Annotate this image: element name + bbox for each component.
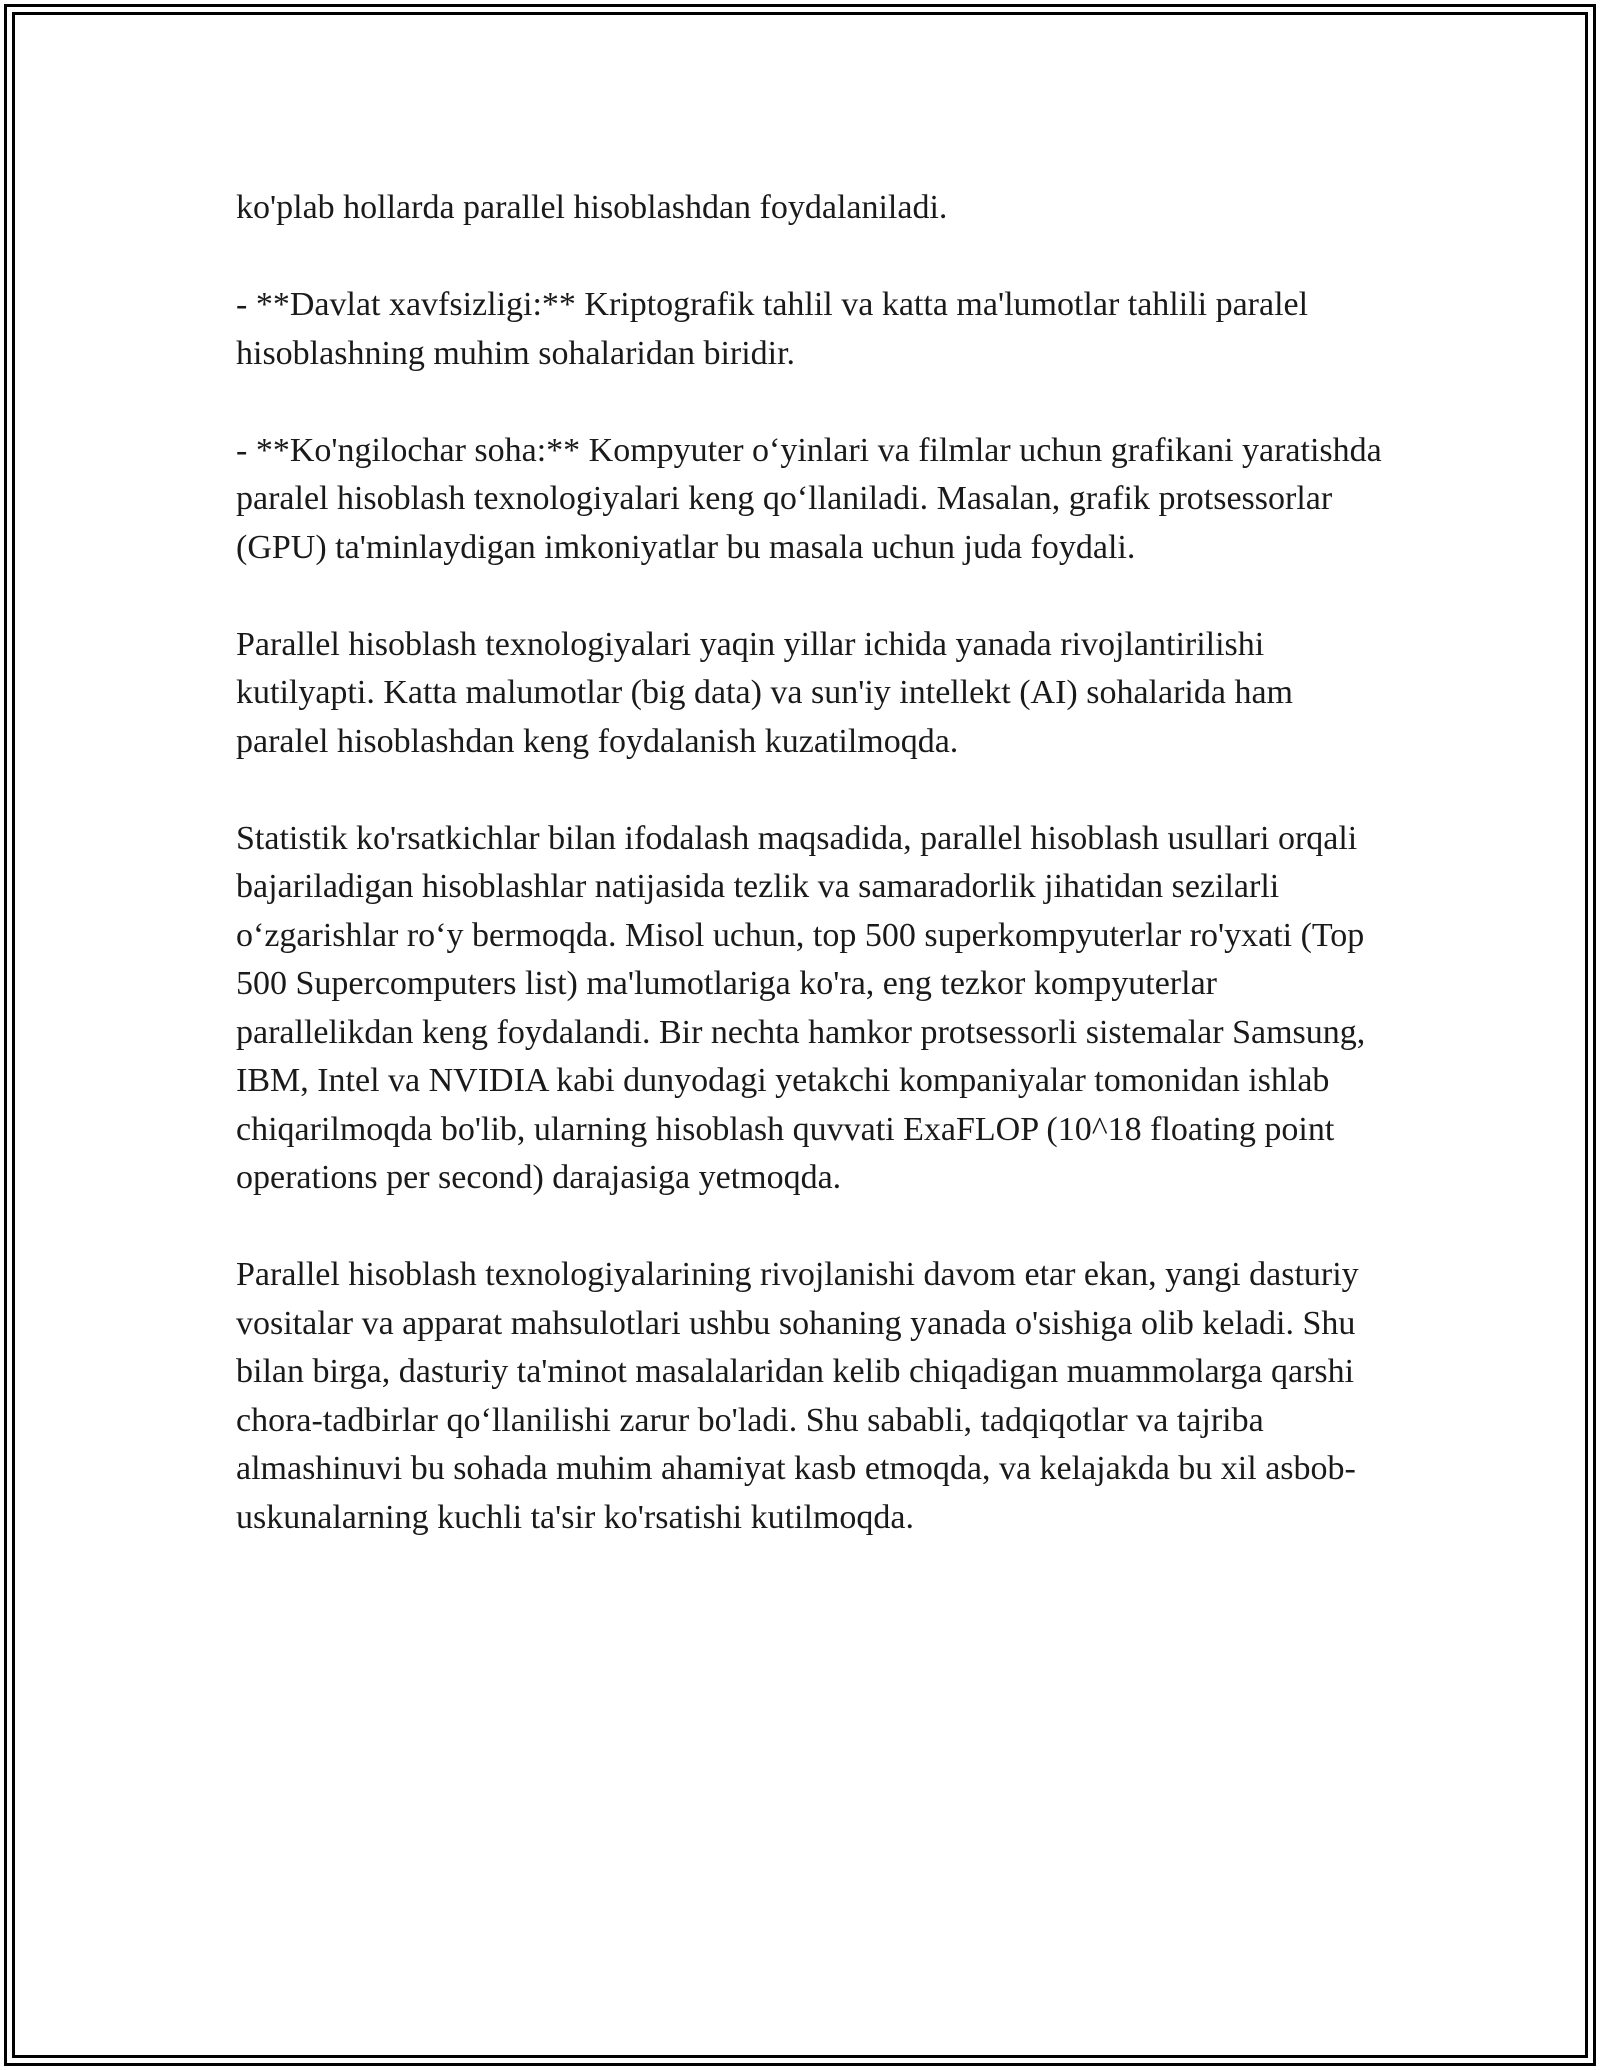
paragraph-continuation: ko'plab hollarda parallel hisoblashdan foydalaniladi. bbox=[236, 189, 948, 226]
document-body bbox=[236, 184, 1386, 1591]
paragraph-state-security: - **Davlat xavfsizligi:** Kriptografik tahlil va katta ma'lumotlar tahlili paralel hisoblashning muhim sohalaridan biridir. bbox=[236, 286, 1309, 372]
paragraph-future-development: Parallel hisoblash texnologiyalari yaqin yillar ichida yanada rivojlantirilishi kutilyapti. Katta malumotlar (big data) va sun'iy intellekt (AI) sohalarida ham paralel hisoblashdan keng foydalanish kuzatilmoqda. bbox=[236, 625, 1293, 760]
paragraph-conclusion: Parallel hisoblash texnologiyalarining rivojlanishi davom etar ekan, yangi dasturiy vositalar va apparat mahsulotlari ushbu sohaning yanada o'sishiga olib keladi. Shu bilan birga, dasturiy ta'minot masalalaridan kelib chiqadigan muammolarga qarshi chora-tadbirlar qo‘llanilishi zarur bo'ladi. Shu sababli, tadqiqotlar va tajriba almashinuvi bu sohada muhim ahamiyat kasb etmoqda, va kelajakda bu xil asbob-uskunalarning kuchli ta'sir ko'rsatishi kutilmoqda. bbox=[236, 1256, 1359, 1536]
paragraph-entertainment: - **Ko'ngilochar soha:** Kompyuter o‘yinlari va filmlar uchun grafikani yaratishda paralel hisoblash texnologiyalari keng qo‘llaniladi. Masalan, grafik protsessorlar (GPU) ta'minlaydigan imkoniyatlar bu masala uchun juda foydali. bbox=[236, 431, 1382, 566]
paragraph-statistics: Statistik ko'rsatkichlar bilan ifodalash maqsadida, parallel hisoblash usullari orqali bajariladigan hisoblashlar natijasida tezlik va samaradorlik jihatidan sezilarli o‘zgarishlar ro‘y bermoqda. Misol uchun, top 500 superkompyuterlar ro'yxati (Top 500 Supercomputers list) ma'lumotlariga ko'ra, eng tezkor kompyuterlar parallelikdan keng foydalandi. Bir nechta hamkor protsessorli sistemalar Samsung, IBM, Intel va NVIDIA kabi dunyodagi yetakchi kompaniyalar tomonidan ishlab chiqarilmoqda bo'lib, ularning hisoblash quvvati ExaFLOP (10^18 floating point operations per second) darajasiga yetmoqda. bbox=[236, 819, 1366, 1196]
